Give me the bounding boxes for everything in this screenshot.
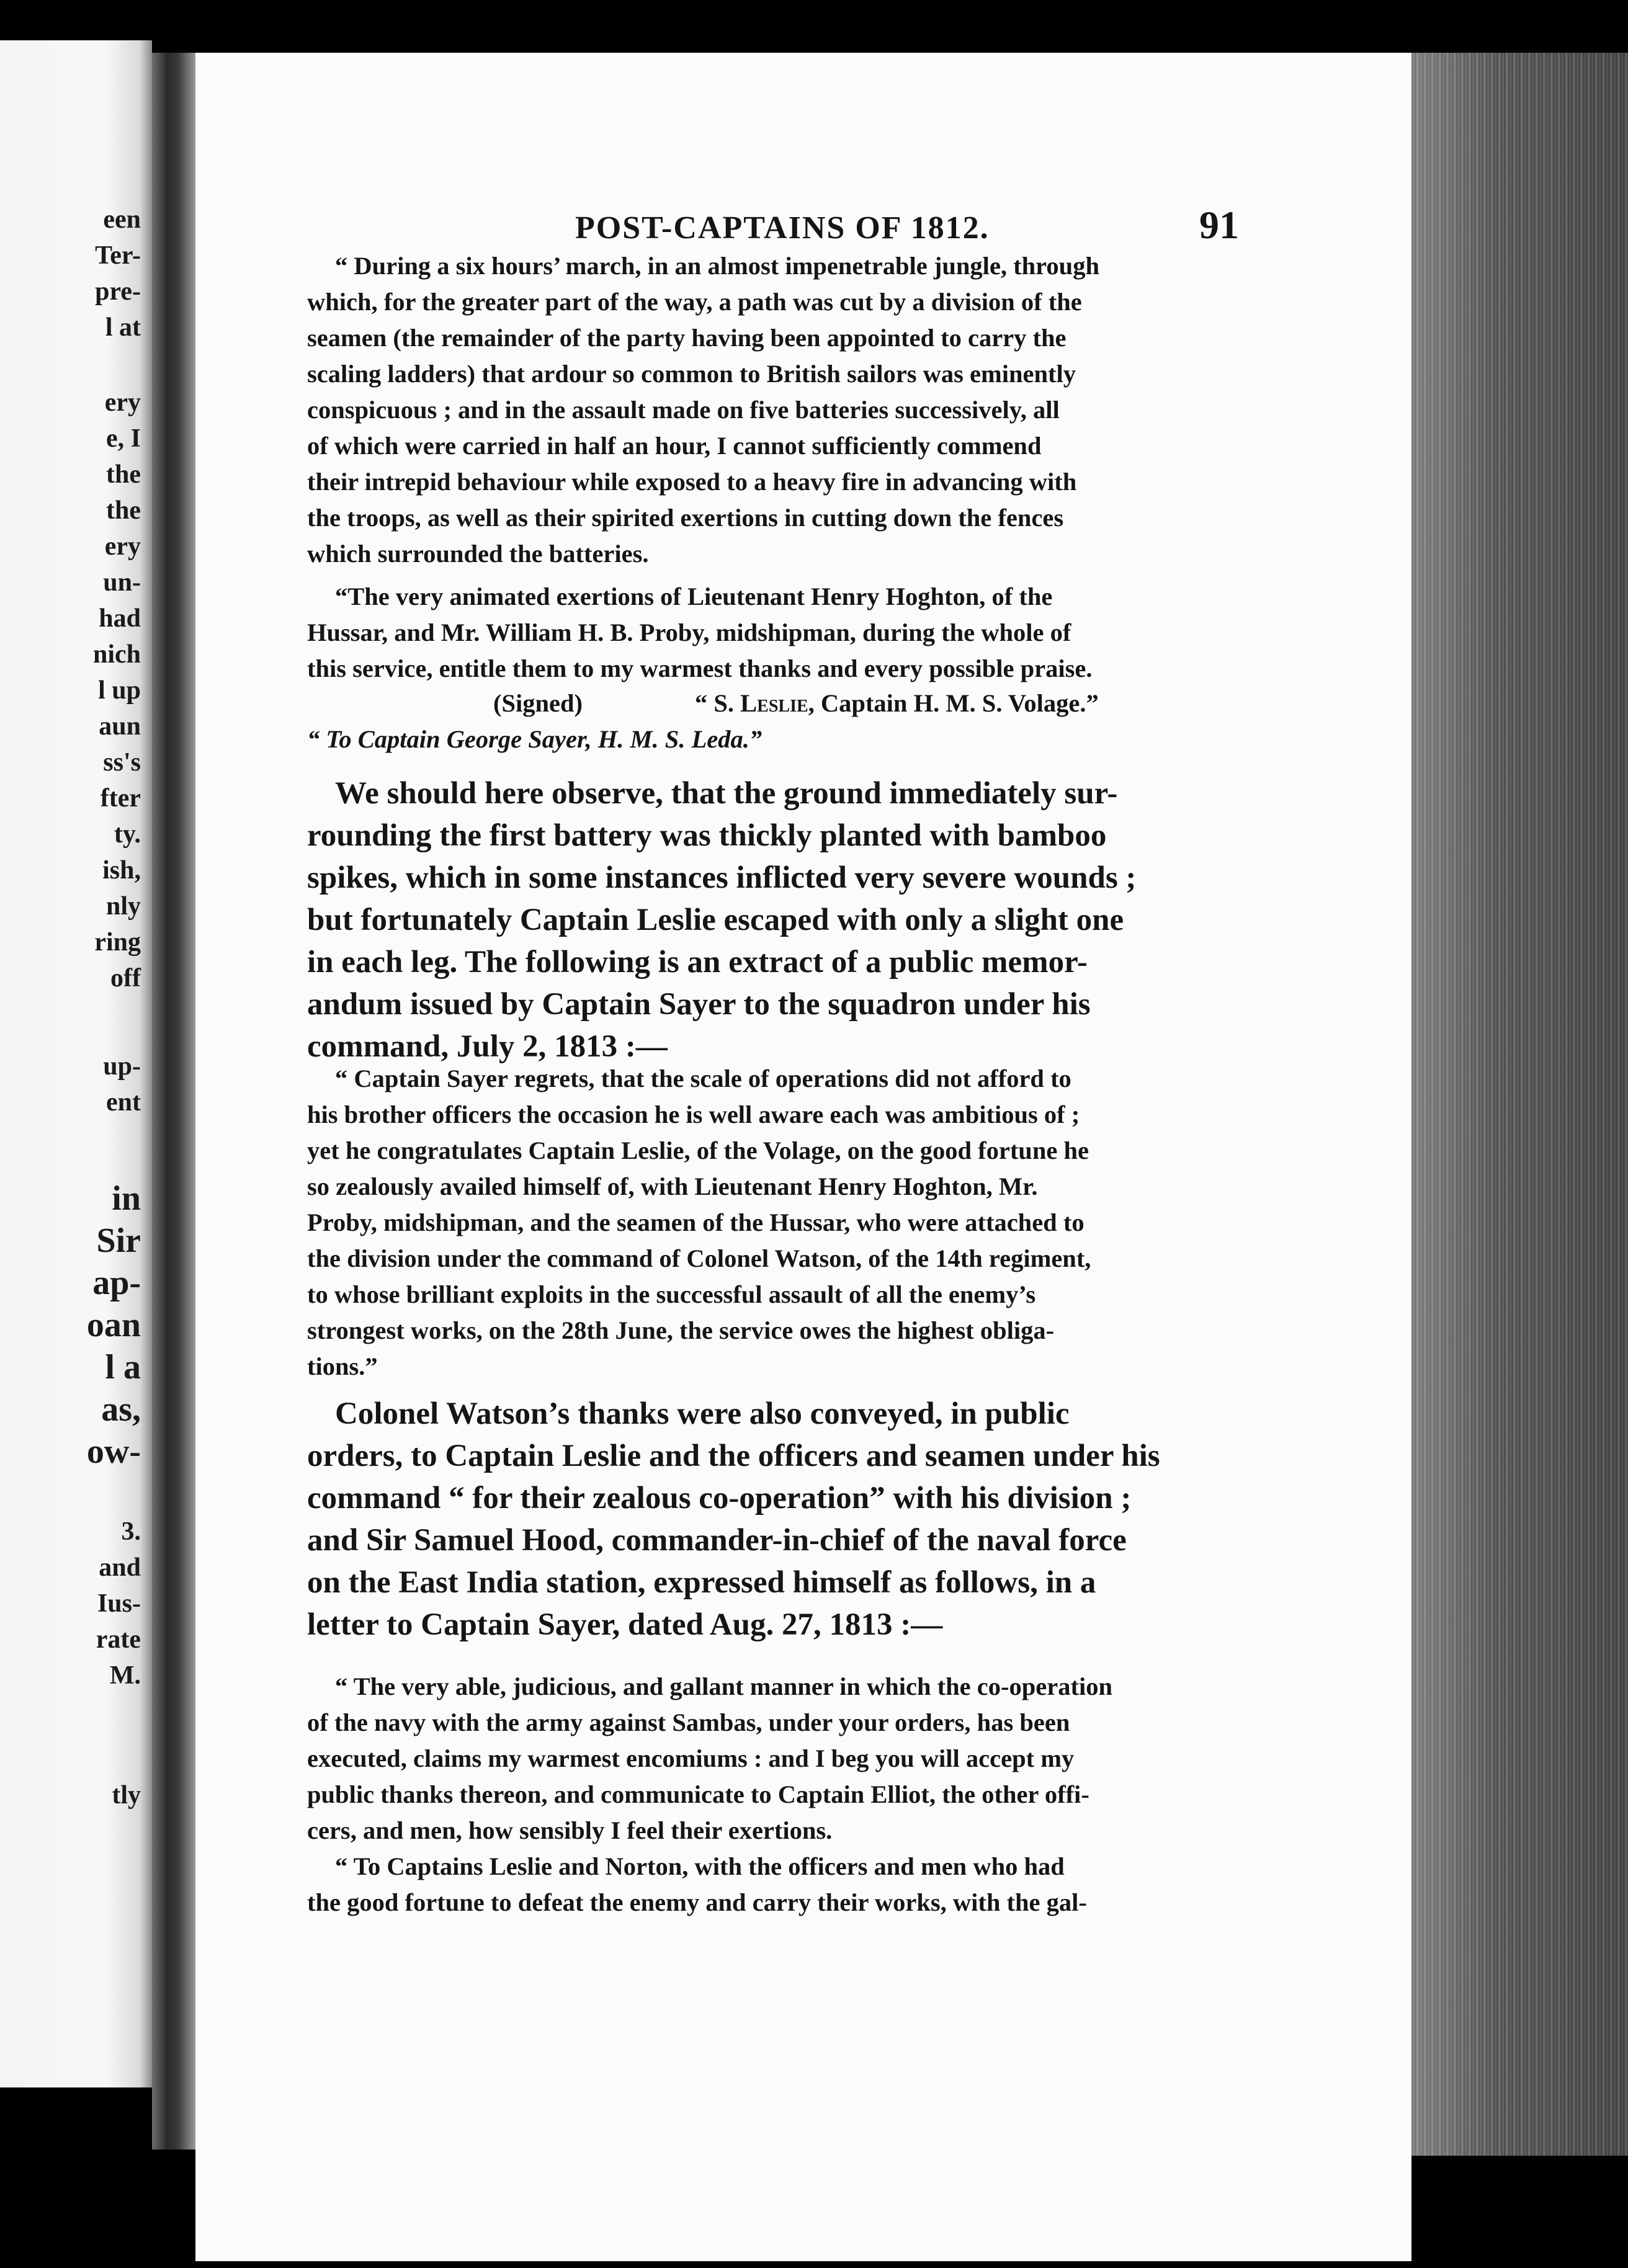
left-page-text-fragment: fter: [100, 784, 141, 813]
text-line: “ Captain Sayer regrets, that the scale of operations did not afford to: [335, 1065, 1071, 1092]
left-page-text-fragment: nich: [92, 640, 141, 669]
text-line: strongest works, on the 28th June, the service owes the highest obliga-: [307, 1316, 1055, 1344]
text-line: the good fortune to defeat the enemy and carry their works, with the gal-: [307, 1888, 1087, 1916]
signed-label: (Signed): [493, 689, 583, 717]
left-page-text-fragment: oan: [86, 1306, 141, 1344]
left-page-text-fragment: ent: [106, 1088, 141, 1117]
left-page-text-fragment: Sir: [96, 1221, 141, 1260]
left-page-text-fragment: l at: [105, 313, 141, 342]
book-gutter: [152, 53, 195, 2150]
left-page-text-fragment: had: [99, 604, 141, 633]
left-facing-page: [0, 40, 152, 2087]
text-line: We should here observe, that the ground immediately sur-: [335, 776, 1118, 811]
text-line: andum issued by Captain Sayer to the squadron under his: [307, 987, 1091, 1022]
left-page-text-fragment: ish,: [102, 856, 141, 885]
left-page-text-fragment: the: [106, 460, 141, 489]
text-line: his brother officers the occasion he is well aware each was ambitious of ;: [307, 1101, 1080, 1128]
left-page-text-fragment: and: [99, 1553, 141, 1582]
left-page-text-fragment: ery: [104, 388, 141, 417]
text-line: rounding the first battery was thickly planted with bamboo: [307, 818, 1107, 853]
text-line: executed, claims my warmest encomiums : and I beg you will accept my: [307, 1744, 1075, 1772]
text-line: “ To Captains Leslie and Norton, with the officers and men who had: [335, 1852, 1065, 1880]
text-line: of the navy with the army against Sambas, under your orders, has been: [307, 1708, 1070, 1736]
text-line: which surrounded the batteries.: [307, 540, 649, 568]
signatory: “ S. Leslie, Captain H. M. S. Volage.”: [695, 689, 1099, 717]
running-head: POST-CAPTAINS OF 1812.: [575, 210, 990, 246]
text-line: “ The very able, judicious, and gallant manner in which the co-operation: [335, 1672, 1112, 1700]
signature-block: [307, 689, 1244, 763]
left-page-text-fragment: l a: [105, 1348, 141, 1386]
text-line: on the East India station, expressed himself as follows, in a: [307, 1565, 1096, 1600]
text-line: in each leg. The following is an extract of a public memor-: [307, 945, 1088, 980]
text-line: “ During a six hours’ march, in an almost impenetrable jungle, through: [335, 252, 1099, 280]
left-page-text-fragment: ap-: [92, 1264, 141, 1302]
text-line: tions.”: [307, 1352, 378, 1380]
text-line: Hussar, and Mr. William H. B. Proby, midshipman, during the whole of: [307, 618, 1071, 646]
left-page-text-fragment: l up: [98, 676, 141, 705]
left-page-text-fragment: ty.: [114, 820, 141, 849]
left-page-text-fragment: nly: [105, 892, 141, 921]
left-page-text-fragment: 3.: [121, 1517, 141, 1546]
text-line: of which were carried in half an hour, I cannot sufficiently commend: [307, 432, 1042, 460]
main-page: [195, 53, 1411, 2261]
text-line: the division under the command of Colonel Watson, of the 14th regiment,: [307, 1244, 1091, 1272]
left-page-text-fragment: in: [112, 1179, 141, 1218]
text-line: command “ for their zealous co-operation” with his division ;: [307, 1481, 1132, 1516]
text-line: scaling ladders) that ardour so common to British sailors was eminently: [307, 360, 1076, 388]
text-line: letter to Captain Sayer, dated Aug. 27, 1813 :—: [307, 1607, 943, 1642]
left-page-text-fragment: ss's: [103, 748, 141, 777]
text-line: the troops, as well as their spirited exertions in cutting down the fences: [307, 504, 1064, 532]
text-line: and Sir Samuel Hood, commander-in-chief of the naval force: [307, 1523, 1127, 1558]
text-line: public thanks thereon, and communicate to Captain Elliot, the other offi-: [307, 1780, 1089, 1808]
text-line: so zealously availed himself of, with Lieutenant Henry Hoghton, Mr.: [307, 1172, 1038, 1200]
left-page-text-fragment: Ius-: [97, 1589, 141, 1618]
text-line: seamen (the remainder of the party having been appointed to carry the: [307, 324, 1067, 352]
left-page-text-fragment: the: [106, 496, 141, 525]
text-line: spikes, which in some instances inflicted very severe wounds ;: [307, 860, 1137, 895]
text-line: to whose brilliant exploits in the successful assault of all the enemy’s: [307, 1280, 1036, 1308]
page-edges-shading: [1408, 53, 1628, 2156]
text-line: Proby, midshipman, and the seamen of the Hussar, who were attached to: [307, 1208, 1085, 1236]
left-page-text-fragment: ow-: [86, 1432, 141, 1471]
left-page-text-fragment: e, I: [106, 424, 141, 453]
left-page-text-fragment: rate: [96, 1625, 141, 1654]
page-number: 91: [1199, 203, 1239, 247]
left-page-text-fragment: off: [110, 964, 141, 993]
left-page-text-fragment: pre-: [95, 277, 141, 306]
left-page-text-fragment: tly: [112, 1781, 141, 1810]
text-line: Colonel Watson’s thanks were also conveyed, in public: [335, 1396, 1070, 1431]
recipient-line: “ To Captain George Sayer, H. M. S. Leda.”: [307, 725, 763, 753]
text-line: their intrepid behaviour while exposed to a heavy fire in advancing with: [307, 468, 1077, 496]
text-line: but fortunately Captain Leslie escaped with only a slight one: [307, 903, 1124, 937]
left-page-text-fragment: ring: [94, 928, 141, 957]
left-page-text-fragment: ery: [104, 532, 141, 561]
text-line: “The very animated exertions of Lieutenant Henry Hoghton, of the: [335, 583, 1053, 610]
text-line: this service, entitle them to my warmest thanks and every possible praise.: [307, 654, 1093, 682]
left-page-text-fragment: Ter-: [95, 241, 141, 270]
left-page-text-fragment: as,: [101, 1390, 141, 1429]
left-page-text-fragment: up-: [103, 1052, 141, 1081]
text-line: orders, to Captain Leslie and the officers and seamen under his: [307, 1439, 1160, 1473]
text-line: cers, and men, how sensibly I feel their exertions.: [307, 1816, 833, 1844]
text-line: conspicuous ; and in the assault made on five batteries successively, all: [307, 396, 1060, 424]
text-line: yet he congratulates Captain Leslie, of the Volage, on the good fortune he: [307, 1136, 1089, 1164]
text-line: command, July 2, 1813 :—: [307, 1029, 668, 1064]
left-page-text-fragment: een: [103, 205, 141, 234]
left-page-text-fragment: un-: [103, 568, 141, 597]
text-line: which, for the greater part of the way, a path was cut by a division of the: [307, 288, 1082, 316]
left-page-text-fragment: M.: [109, 1661, 141, 1690]
left-page-text-fragment: aun: [99, 712, 141, 741]
